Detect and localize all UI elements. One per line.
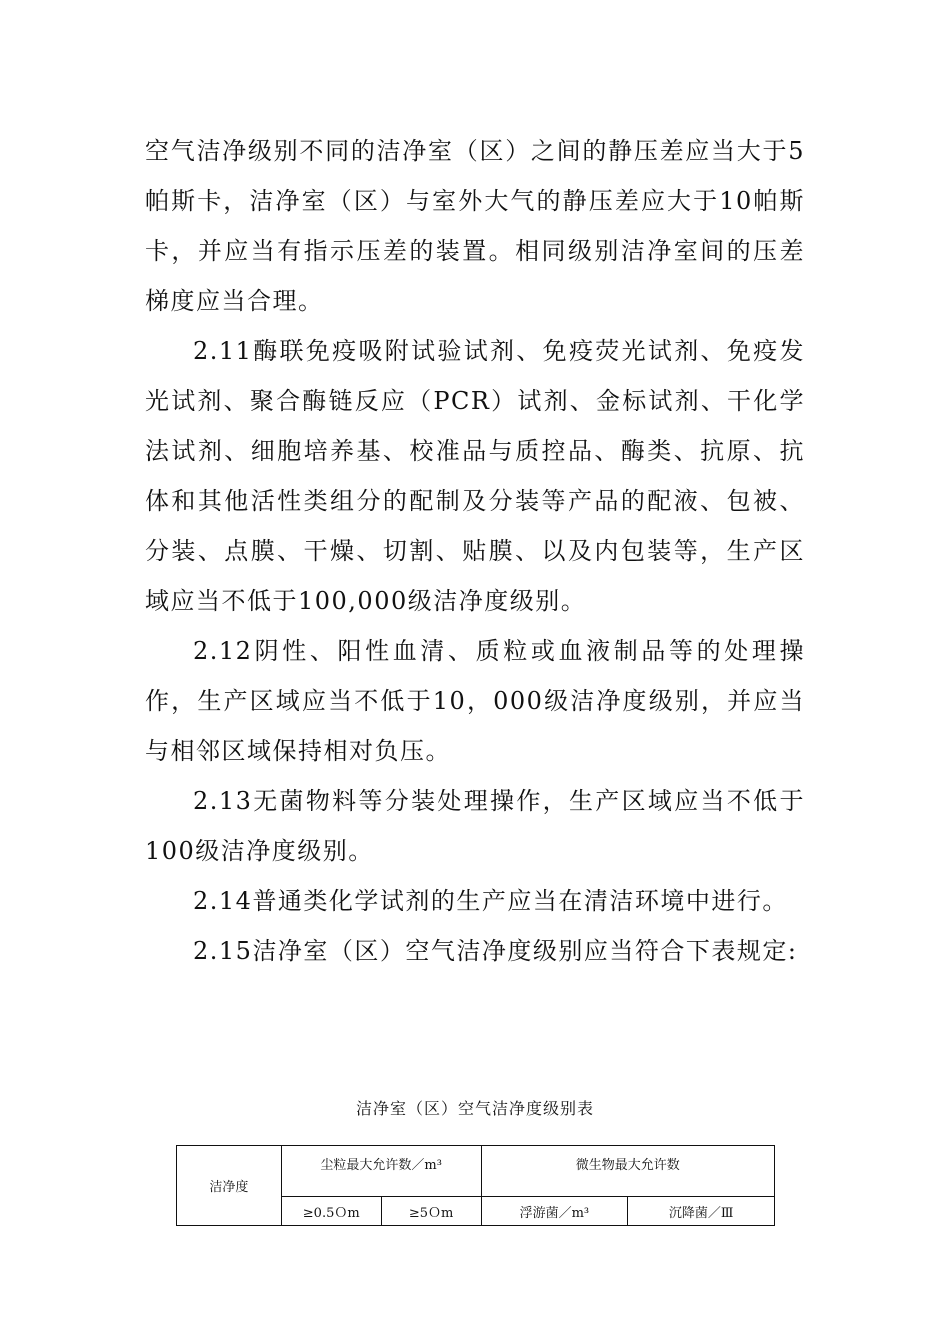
paragraph-2-12: 2.12阴性、阳性血清、质粒或血液制品等的处理操作，生产区域应当不低于10，000级洁净度级别，并应当与相邻区域保持相对负压。	[145, 637, 805, 765]
paragraph-pressure-difference: 空气洁净级别不同的洁净室（区）之间的静压差应当大于5帕斯卡，洁净室（区）与室外大气的静压差应大于10帕斯卡，并应当有指示压差的装置。相同级别洁净室间的压差梯度应当合理。	[145, 137, 805, 315]
subheader-particle-05: ≥0.5Ｏm	[281, 1197, 381, 1226]
cleanliness-grade-table	[176, 1145, 775, 1226]
table-caption: 洁净室（区）空气洁净度级别表	[355, 1099, 594, 1118]
paragraph-2-14: 2.14普通类化学试剂的生产应当在清洁环境中进行。	[193, 887, 788, 915]
table-header-row	[177, 1146, 775, 1197]
paragraph-2-13: 2.13无菌物料等分装处理操作，生产区域应当不低于100级洁净度级别。	[145, 787, 805, 865]
header-microbe-max: 微生物最大允许数	[481, 1146, 775, 1197]
subheader-settling-bacteria: 沉降菌／Ⅲ	[628, 1197, 775, 1226]
header-particle-max: 尘粒最大允许数／m³	[281, 1146, 481, 1197]
paragraph-2-11: 2.11酶联免疫吸附试验试剂、免疫荧光试剂、免疫发光试剂、聚合酶链反应（PCR）试剂、金标试剂、干化学法试剂、细胞培养基、校准品与质控品、酶类、抗原、抗体和其他活性类组分的配制及分装等产品的配液、包被、分装、点膜、干燥、切割、贴膜、以及内包装等，生产区域应当不低于100,000级洁净度级别。	[145, 337, 805, 615]
subheader-floating-bacteria: 浮游菌／m³	[481, 1197, 628, 1226]
subheader-particle-5: ≥5Ｏm	[381, 1197, 481, 1226]
paragraph-2-15: 2.15洁净室（区）空气洁净度级别应当符合下表规定:	[193, 937, 798, 965]
header-cleanliness: 洁净度	[177, 1146, 282, 1226]
